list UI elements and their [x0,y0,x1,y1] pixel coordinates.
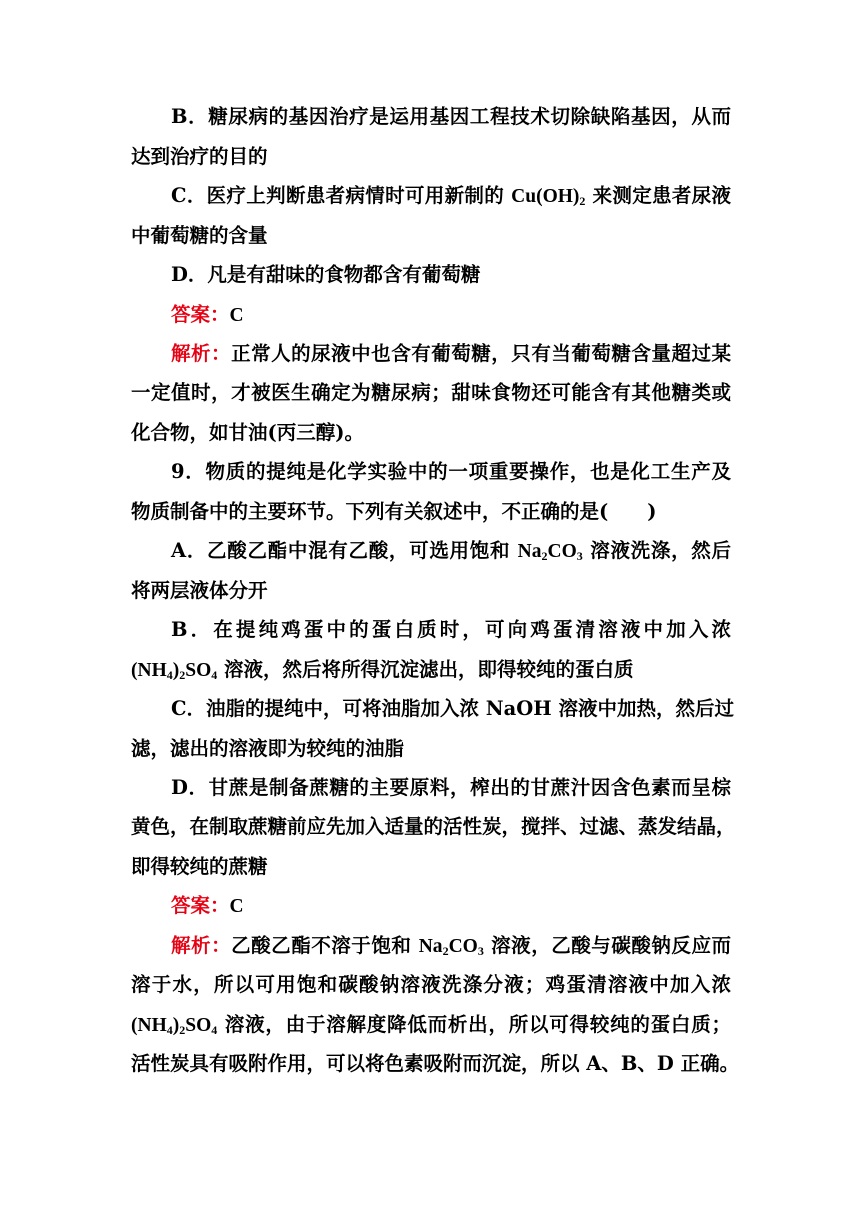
q9-option-b-line2: $(NH_4)_2SO_4$ 溶液，然后将所得沉淀滤出，即得较纯的蛋白质 [131,658,634,682]
q9-option-a-line1: A．乙酸乙酯中混有乙酸，可选用饱和 $Na_2CO_3$ 溶液洗涤，然后 [171,539,731,563]
q9-analysis-line4: 活性炭具有吸附作用，可以将色素吸附而沉淀，所以 A、B、D 正确。 [131,1052,740,1075]
q8-analysis-line1: 解析：正常人的尿液中也含有葡萄糖，只有当葡萄糖含量超过某 [171,342,731,365]
q9-option-c-line1: C．油脂的提纯中，可将油脂加入浓 NaOH 溶液中加热，然后过 [171,697,734,720]
answer-value: C [229,305,244,326]
analysis-label: 解析： [171,342,232,365]
q8-option-c-line1: C．医疗上判断患者病情时可用新制的 $Cu(OH)_2$ 来测定患者尿液 [171,184,731,208]
q9-analysis-line3: $(NH_4)_2SO_4$ 溶液，由于溶解度降低而析出，所以可得较纯的蛋白质； [131,1013,731,1037]
q9-stem-line1: 9．物质的提纯是化学实验中的一项重要操作，也是化工生产及 [171,460,731,483]
q8-analysis-line3: 化合物，如甘油(丙三醇)。 [131,421,364,444]
q8-option-b-line1: B．糖尿病的基因治疗是运用基因工程技术切除缺陷基因，从而 [171,105,731,128]
q9-stem-line2: 物质制备中的主要环节。下列有关叙述中，不正确的是( ) [131,500,657,523]
q8-answer [171,303,731,328]
answer-label: 答案： [171,894,230,917]
q8-analysis-line2: 一定值时，才被医生确定为糖尿病；甜味食物还可能含有其他糖类或 [131,381,731,404]
q8-option-c-line2: 中葡萄糖的含量 [131,224,268,247]
q9-analysis-line1: 解析：乙酸乙酯不溶于饱和 $Na_2CO_3$ 溶液，乙酸与碳酸钠反应而 [171,934,731,958]
q9-option-a-line2: 将两层液体分开 [131,579,268,602]
q9-option-d-line2: 黄色，在制取蔗糖前应先加入适量的活性炭，搅拌、过滤、蒸发结晶， [131,815,736,838]
q9-option-b-line1: B．在提纯鸡蛋中的蛋白质时，可向鸡蛋清溶液中加入浓 [171,618,731,641]
q9-option-c-line2: 滤，滤出的溶液即为较纯的油脂 [131,737,405,760]
q9-analysis-line2: 溶于水，所以可用饱和碳酸钠溶液洗涤分液；鸡蛋清溶液中加入浓 [131,973,731,996]
q9-answer [171,894,731,919]
q9-option-d-line1: D．甘蔗是制备蔗糖的主要原料，榨出的甘蔗汁因含色素而呈棕 [171,776,731,799]
answer-label: 答案： [171,303,230,326]
analysis-label: 解析： [171,934,232,957]
answer-value: C [229,896,244,917]
q8-option-d: D．凡是有甜味的食物都含有葡萄糖 [171,263,481,286]
q8-option-b-line2: 达到治疗的目的 [131,145,268,168]
q9-option-d-line3: 即得较纯的蔗糖 [131,855,268,878]
